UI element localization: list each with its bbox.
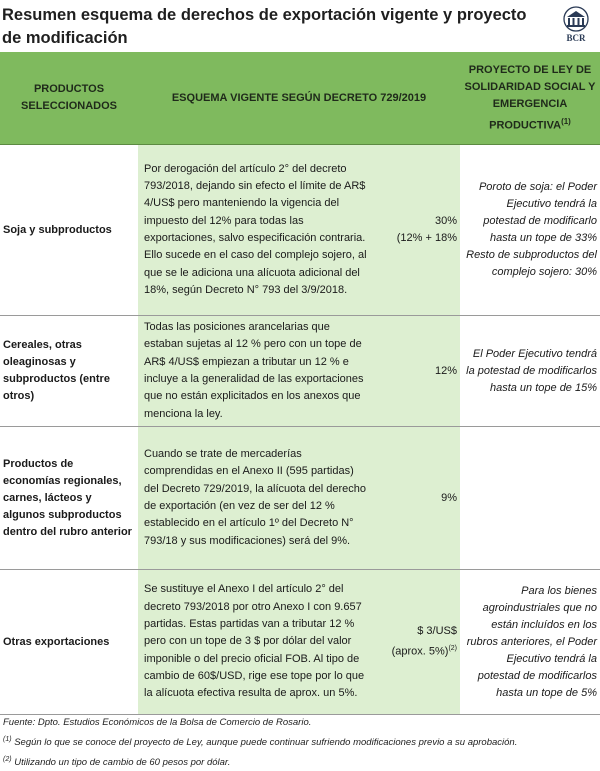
row-rate — [370, 623, 460, 661]
table-row — [0, 427, 600, 570]
footnote-2 — [3, 751, 598, 771]
source-note: Fuente: Dpto. Estudios Económicos de la Bolsa de Comercio de Rosario. — [3, 717, 312, 728]
row-product: Productos de economías regionales, carnes, lácteos y algunos subproductos dentro del rubro anterior — [0, 427, 138, 570]
header-bill-project-label: PROYECTO DE LEY DE SOLIDARIDAD SOCIAL Y EMERGENCIA PRODUCTIVA — [464, 63, 596, 132]
row-rate — [370, 363, 460, 380]
bcr-logo — [558, 6, 594, 44]
rate-value: 9% — [441, 491, 457, 504]
row-product: Otras exportaciones — [0, 570, 138, 715]
footnote-marker: (1) — [561, 116, 571, 126]
logo-text: BCR — [566, 33, 586, 43]
page-title: Resumen esquema de derechos de exportación vigente y proyecto de modificación — [2, 6, 527, 47]
footnote-marker: (2) — [448, 645, 457, 653]
row-scheme-text: Todas las posiciones arancelarias que estaban sujetas al 12 % pero con un tope de AR$ 4/US$ empiezan a tributar un 12 % e incluye a la generalidad de las exportaciones que no están explicitados en los anexos que menciona la ley. — [144, 321, 364, 420]
row-scheme-text: Se sustituye el Anexo I del artículo 2° del decreto 793/2018 por otro Anexo I con 9.657 partidas. Estas partidas van a tributar 12 % pero con un tope de 3 $ por dólar del valor imponible o del precio oficial FOB. Al tipo de cambio de 60$/USD, rige ese tope por lo que la alícuota efectiva resulta de aprox. un 5%. — [144, 583, 365, 700]
row-project: El Poder Ejecutivo tendrá la potestad de modificarlos hasta un tope de 15% — [460, 316, 600, 427]
rate-detail: (12% + 18% — [396, 232, 457, 244]
row-rate — [370, 213, 460, 247]
building-icon — [558, 6, 594, 32]
header-bill-project — [460, 52, 600, 145]
table-row — [0, 570, 600, 715]
row-project — [460, 427, 600, 570]
footnotes — [3, 714, 598, 771]
row-scheme-cell — [138, 570, 460, 715]
footnote-1 — [3, 731, 598, 751]
footnote-marker: (2) — [3, 756, 12, 764]
row-scheme-text: Cuando se trate de mercaderías comprendidas en el Anexo II (595 partidas) del Decreto 729/2019, la alícuota del derecho de exportación (en vez de ser del 12 % establecido en el artículo 1º del Decreto N° 793/18 y sus modificaciones) será del 9%. — [144, 448, 366, 547]
table-row — [0, 316, 600, 427]
footnote-text: Utilizando un tipo de cambio de 60 pesos por dólar. — [11, 757, 231, 769]
table-header-row — [0, 52, 600, 145]
rate-detail-line — [370, 640, 457, 661]
row-product: Cereales, otras oleaginosas y subproductos (entre otros) — [0, 316, 138, 427]
row-scheme-cell — [138, 427, 460, 570]
row-scheme-cell — [138, 316, 460, 427]
row-scheme-text: Por derogación del artículo 2° del decreto 793/2018, dejando sin efecto el límite de AR$ 4/US$ pero manteniendo la vigencia del impuesto del 12% para todas las exportaciones, salvo especificación contraria. Ello sucede en el caso del complejo sojero, al que se le adiciona una alícuota adicional del 18%, según Decreto N° 793 del 3/9/2018. — [144, 162, 367, 296]
row-scheme-cell — [138, 145, 460, 316]
footnote-text: Según lo que se conoce del proyecto de Ley, aunque puede continuar sufriendo modificaciones previo a su aprobación. — [11, 737, 518, 749]
row-product: Soja y subproductos — [0, 145, 138, 316]
rate-value: $ 3/US$ — [417, 625, 457, 638]
footnote-marker: (1) — [3, 736, 12, 743]
rate-value: 30% — [434, 215, 457, 227]
export-duties-table — [0, 52, 600, 715]
row-project: Para los bienes agroindustriales que no están incluídos en los rubros anteriores, el Poder Ejecutivo tendrá la potestad de modificarlos hasta un tope de 5% — [460, 570, 600, 715]
header-current-scheme: ESQUEMA VIGENTE SEGÚN DECRETO 729/2019 — [138, 52, 460, 145]
rate-detail: (aprox. 5%) — [391, 645, 449, 658]
table-row — [0, 145, 600, 316]
row-project: Poroto de soja: el Poder Ejecutivo tendrá la potestad de modificarlo hasta un tope de 33% Resto de subproductos del complejo sojero: 30% — [460, 145, 600, 316]
header-products: PRODUCTOS SELECCIONADOS — [0, 52, 138, 145]
row-rate — [370, 490, 460, 507]
rate-value: 12% — [434, 364, 457, 377]
